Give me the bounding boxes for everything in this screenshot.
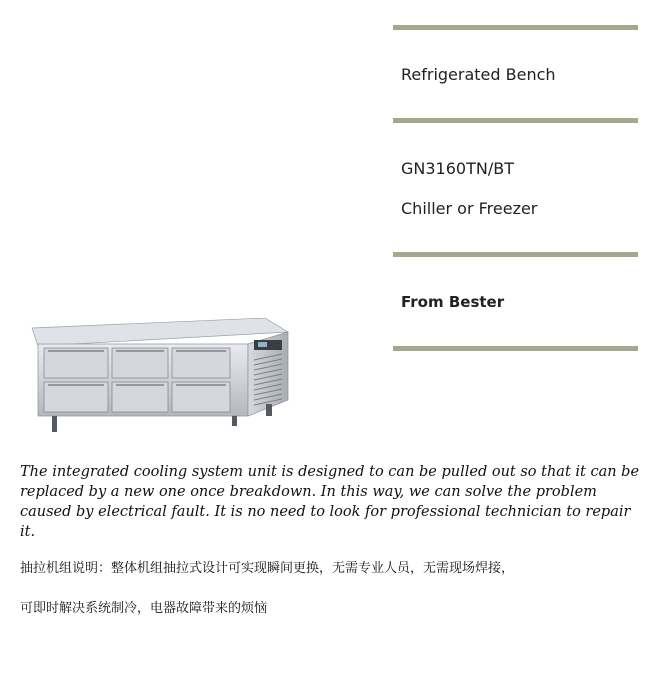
description-chinese-line-1: 抽拉机组说明：整体机组抽拉式设计可实现瞬间更换，无需专业人员，无需现场焊接， bbox=[20, 561, 515, 576]
description-english: The integrated cooling system unit is designed to can be pulled out so that it can be replaced by a new one once breakdown. In this way, we can solve the problem caused by electrical fault. It is no need to look for professional technician to repair it. bbox=[20, 464, 640, 540]
product-type: Chiller or Freezer bbox=[401, 199, 538, 218]
divider-4 bbox=[393, 346, 638, 351]
product-title: Refrigerated Bench bbox=[401, 65, 556, 84]
divider-3 bbox=[393, 252, 638, 257]
description-chinese-line-2: 可即时解决系统制冷，电器故障带来的烦恼 bbox=[20, 601, 268, 616]
refrigerated-bench-product-image bbox=[20, 318, 292, 436]
product-model: GN3160TN/BT bbox=[401, 159, 514, 178]
divider-1 bbox=[393, 25, 638, 30]
product-source: From Bester bbox=[401, 293, 505, 311]
divider-2 bbox=[393, 118, 638, 123]
